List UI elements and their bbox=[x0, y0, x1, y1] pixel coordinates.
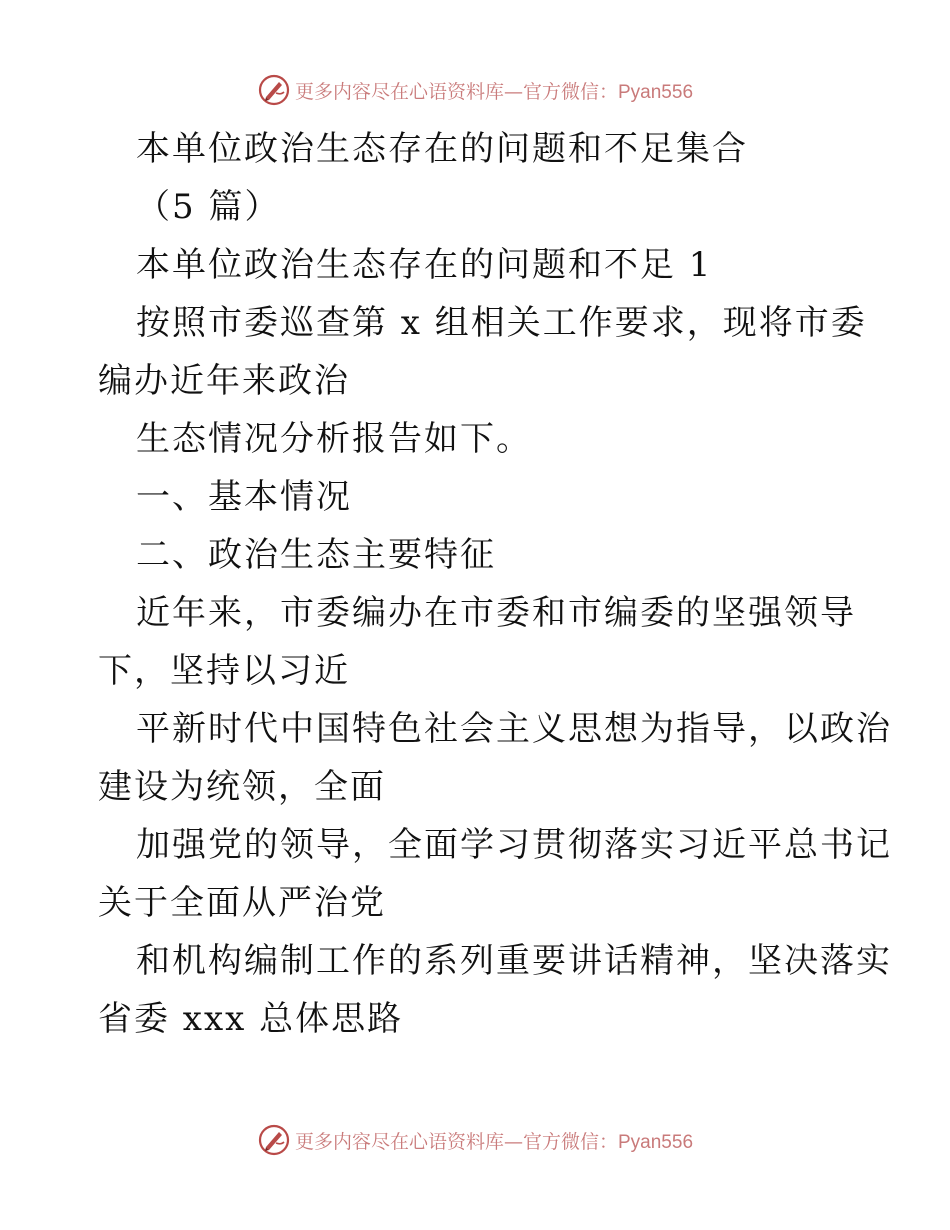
doc-line: （5 篇） bbox=[136, 187, 281, 227]
doc-line: 省委 xxx 总体思路 bbox=[98, 999, 404, 1039]
pen-logo-icon bbox=[257, 1123, 291, 1157]
doc-line: 关于全面从严治党 bbox=[98, 883, 386, 923]
doc-line: 平新时代中国特色社会主义思想为指导，以政治 bbox=[136, 709, 892, 749]
doc-line: 建设为统领，全面 bbox=[98, 767, 386, 807]
doc-line: 和机构编制工作的系列重要讲话精神，坚决落实 bbox=[136, 941, 892, 981]
watermark-text: 更多内容尽在心语资料库—官方微信：Pyan556 bbox=[294, 80, 694, 103]
doc-line: 加强党的领导，全面学习贯彻落实习近平总书记 bbox=[136, 825, 892, 865]
header-watermark bbox=[0, 70, 950, 110]
doc-line: 近年来，市委编办在市委和市编委的坚强领导 bbox=[136, 593, 856, 633]
document-body bbox=[98, 120, 892, 1048]
doc-line: 编办近年来政治 bbox=[98, 361, 350, 401]
doc-line: 二、政治生态主要特征 bbox=[136, 535, 496, 575]
doc-line: 按照市委巡查第 x 组相关工作要求，现将市委 bbox=[136, 303, 867, 343]
doc-line: 本单位政治生态存在的问题和不足 1 bbox=[136, 245, 713, 285]
doc-line: 生态情况分析报告如下。 bbox=[136, 419, 532, 459]
doc-line: 本单位政治生态存在的问题和不足集合 bbox=[136, 129, 748, 169]
watermark-text: 更多内容尽在心语资料库—官方微信：Pyan556 bbox=[294, 1130, 694, 1153]
doc-line: 下，坚持以习近 bbox=[98, 651, 350, 691]
doc-line: 一、基本情况 bbox=[136, 477, 352, 517]
footer-watermark bbox=[0, 1120, 950, 1160]
pen-logo-icon bbox=[257, 73, 291, 107]
